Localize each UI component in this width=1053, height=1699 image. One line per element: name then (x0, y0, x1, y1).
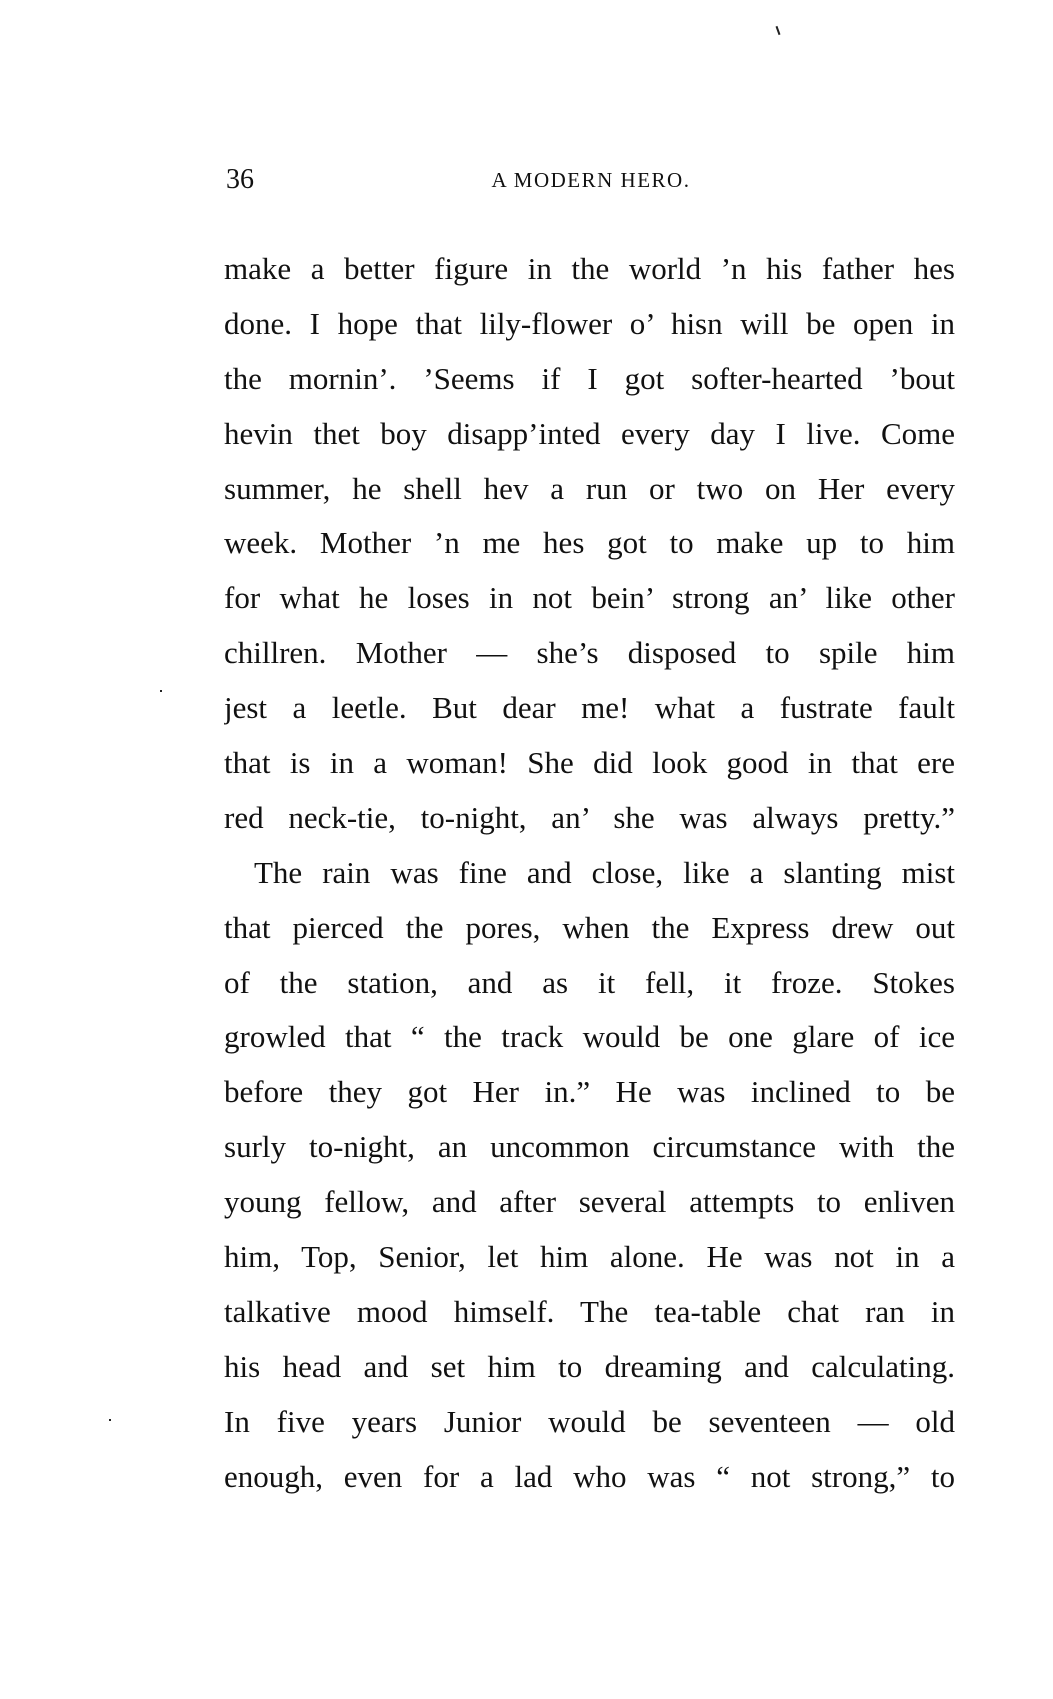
scan-speck (160, 690, 162, 692)
running-head: A MODERN HERO. (491, 168, 691, 192)
text-line: before they got Her in.” He was inclined to be (224, 1074, 955, 1110)
text-line: done. I hope that lily-flower o’ hisn will be open in (224, 305, 955, 341)
text-line: summer, he shell hev a run or two on Her every (224, 470, 955, 506)
text-line: make a better figure in the world ’n his father hes (224, 251, 955, 286)
scan-speck (776, 26, 781, 35)
text-line: enough, even for a lad who was “ not strong,” to (224, 1458, 955, 1494)
text-line: In five years Junior would be seventeen — old (224, 1403, 955, 1439)
text-line: of the station, and as it fell, it froze. Stokes (224, 964, 955, 1000)
text-line: his head and set him to dreaming and calculating. (224, 1348, 955, 1384)
text-line: surly to-night, an uncommon circumstance with the (224, 1129, 955, 1165)
text-line: red neck-tie, to-night, an’ she was always pretty.” (224, 799, 955, 835)
text-line: him, Top, Senior, let him alone. He was not in a (224, 1239, 955, 1275)
page-header (226, 164, 956, 204)
text-line: for what he loses in not bein’ strong an’ like other (224, 580, 955, 616)
text-line: jest a leetle. But dear me! what a fustrate fault (224, 690, 955, 726)
page-body (224, 242, 955, 1504)
text-line: that is in a woman! She did look good in that ere (224, 745, 955, 781)
text-line: chillren. Mother — she’s disposed to spile him (224, 635, 955, 671)
text-line: week. Mother ’n me hes got to make up to him (224, 525, 955, 561)
scan-speck (109, 1419, 111, 1421)
page-number: 36 (226, 164, 254, 195)
text-line: the mornin’. ’Seems if I got softer-hearted ’bout (224, 360, 955, 396)
text-line: The rain was fine and close, like a slanting mist (254, 854, 955, 890)
text-line: that pierced the pores, when the Express drew out (224, 909, 955, 945)
text-line: growled that “ the track would be one glare of ice (224, 1019, 955, 1055)
text-line: hevin thet boy disapp’inted every day I live. Come (224, 415, 955, 451)
text-line: young fellow, and after several attempts to enliven (224, 1184, 955, 1220)
text-line: talkative mood himself. The tea-table chat ran in (224, 1293, 955, 1329)
